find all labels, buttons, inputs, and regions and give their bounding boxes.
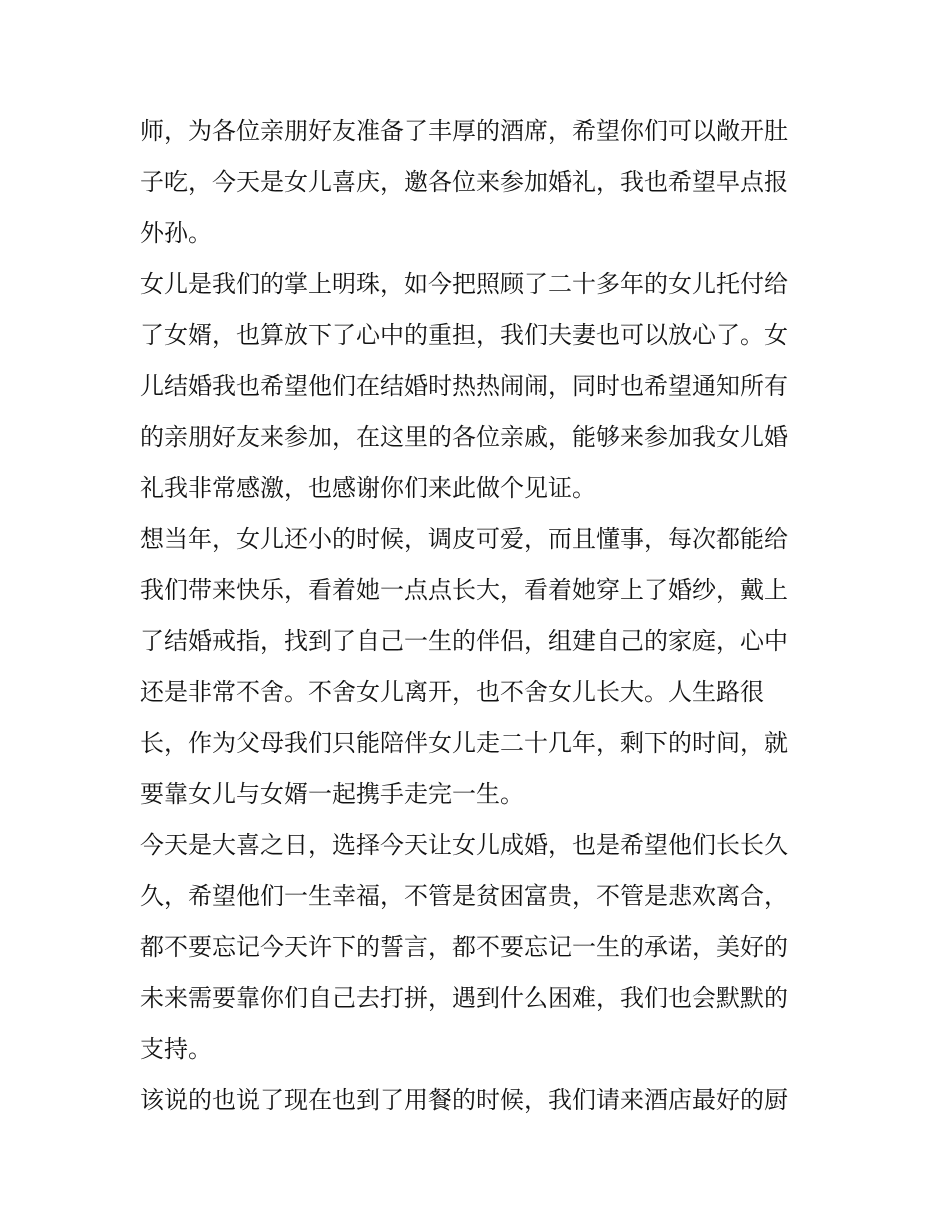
- text-line: 还是非常不舍。不舍女儿离开，也不舍女儿长大。人生路很: [140, 678, 764, 706]
- text-line: 女儿是我们的掌上明珠，如今把照顾了二十多年的女儿托付给: [140, 270, 788, 298]
- text-line: 我们带来快乐，看着她一点点长大，看着她穿上了婚纱，戴上: [140, 576, 788, 604]
- text-line: 要靠女儿与女婿一起携手走完一生。: [140, 780, 524, 808]
- speech-text: [140, 106, 820, 1126]
- text-line: 该说的也说了现在也到了用餐的时候，我们请来酒店最好的厨: [140, 1086, 788, 1114]
- text-line: 了女婿，也算放下了心中的重担，我们夫妻也可以放心了。女: [140, 321, 788, 349]
- text-line: 的亲朋好友来参加，在这里的各位亲戚，能够来参加我女儿婚: [140, 423, 788, 451]
- text-line: 子吃，今天是女儿喜庆，邀各位来参加婚礼，我也希望早点报: [140, 168, 788, 196]
- text-line: 未来需要靠你们自己去打拼，遇到什么困难，我们也会默默的: [140, 984, 788, 1012]
- text-line: 今天是大喜之日，选择今天让女儿成婚，也是希望他们长长久: [140, 831, 788, 859]
- text-line: 长，作为父母我们只能陪伴女儿走二十几年，剩下的时间，就: [140, 729, 788, 757]
- text-line: 外孙。: [140, 219, 212, 247]
- text-line: 师，为各位亲朋好友准备了丰厚的酒席，希望你们可以敞开肚: [140, 117, 788, 145]
- text-line: 久，希望他们一生幸福，不管是贫困富贵，不管是悲欢离合，: [140, 882, 788, 910]
- text-line: 支持。: [140, 1035, 212, 1063]
- text-line: 都不要忘记今天许下的誓言，都不要忘记一生的承诺，美好的: [140, 933, 788, 961]
- text-line: 礼我非常感激，也感谢你们来此做个见证。: [140, 474, 596, 502]
- text-line: 儿结婚我也希望他们在结婚时热热闹闹，同时也希望通知所有: [140, 372, 788, 400]
- text-line: 了结婚戒指，找到了自己一生的伴侣，组建自己的家庭，心中: [140, 627, 788, 655]
- text-line: 想当年，女儿还小的时候，调皮可爱，而且懂事，每次都能给: [140, 525, 788, 553]
